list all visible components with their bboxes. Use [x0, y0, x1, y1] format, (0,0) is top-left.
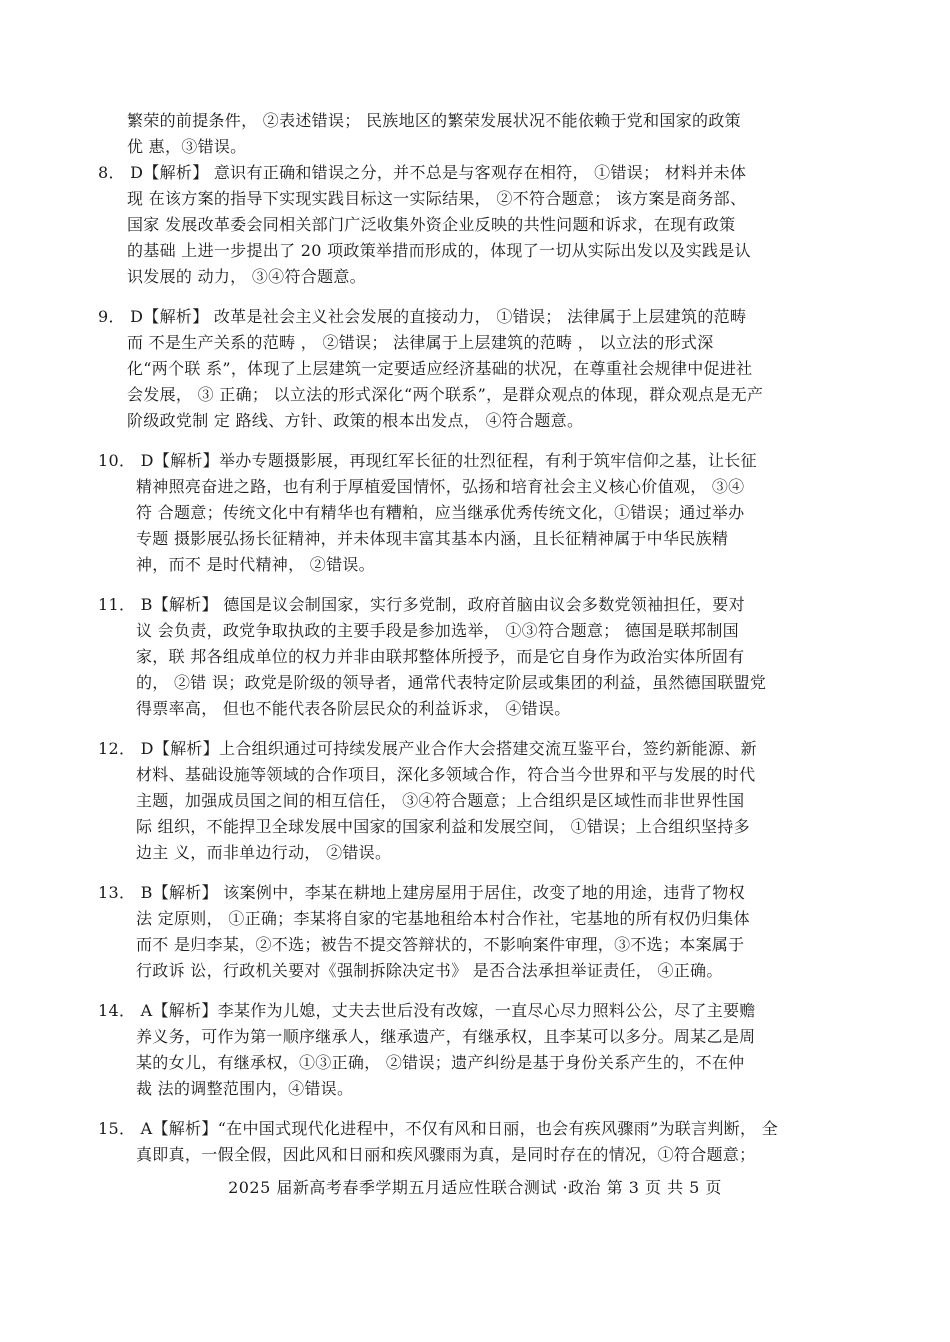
text-line: 10． D【解析】举办专题摄影展，再现红军长征的壮烈征程，有利于筑牢信仰之基，让长征 [98, 451, 757, 470]
text-line: 的基础 上进一步提出了 20 项政策举措而形成的，体现了一切从实际出发以及实践是认 [127, 241, 751, 260]
spacer [98, 290, 863, 304]
answer-item-14 [98, 998, 863, 1102]
answer-continuation [98, 108, 863, 160]
text-line: 精神照亮奋进之路，也有利于厚植爱国情怀，弘扬和培育社会主义核心价值观， ③④ [136, 477, 745, 496]
text-line: 法 定原则， ①正确；李某将自家的宅基地租给本村合作社，宅基地的所有权仍归集体 [136, 909, 750, 928]
spacer [98, 1102, 863, 1116]
text-line: 12． D【解析】上合组织通过可持续发展产业合作大会搭建交流互鉴平台，签约新能源、新 [98, 739, 757, 758]
text-line: 神，而不 是时代精神， ②错误。 [136, 555, 375, 574]
answer-item-8 [98, 160, 863, 290]
text-line: 15． A【解析】“在中国式现代化进程中，不仅有风和日丽，也会有疾风骤雨”为联言判断， 全 [98, 1119, 778, 1138]
text-line: 的， ②错 误；政党是阶级的领导者，通常代表特定阶层或集团的利益，虽然德国联盟党 [136, 673, 767, 692]
text-line: 行政诉 讼，行政机关要对《强制拆除决定书》 是否合法承担举证责任， ④正确。 [136, 961, 723, 980]
text-line: 真即真，一假全假，因此风和日丽和疾风骤雨为真，是同时存在的情况，①符合题意； [136, 1145, 756, 1164]
text-line: 专题 摄影展弘扬长征精神，并未体现丰富其基本内涵，且长征精神属于中华民族精 [136, 529, 729, 548]
text-line: 裁 法的调整范围内，④错误。 [136, 1079, 354, 1098]
spacer [98, 722, 863, 736]
text-line: 优 惠，③错误。 [127, 137, 247, 156]
answer-item-13 [98, 880, 863, 984]
text-line: 家，联 邦各组成单位的权力并非由联邦整体所授予，而是它自身作为政治实体所固有 [136, 647, 745, 666]
text-line: 养义务，可作为第一顺序继承人，继承遗产，有继承权，且李某可以多分。周某乙是周 [136, 1027, 756, 1046]
answer-item-9 [98, 304, 863, 434]
spacer [98, 984, 863, 998]
text-line: 某的女儿，有继承权，①③正确， ②错误；遗产纠纷是基于身份关系产生的，不在仲 [136, 1053, 745, 1072]
text-line: 而 不是生产关系的范畴 ， ②错误； 法律属于上层建筑的范畴 ， 以立法的形式深 [127, 333, 714, 352]
text-line: 繁荣的前提条件， ②表述错误； 民族地区的繁荣发展状况不能依赖于党和国家的政策 [127, 111, 741, 130]
text-line: 化“两个联 系”，体现了上层建筑一定要适应经济基础的状况，在尊重社会规律中促进社 [127, 359, 753, 378]
text-line: 8． D【解析】 意识有正确和错误之分，并不总是与客观存在相符， ①错误； 材料并未体 [98, 163, 747, 182]
text-line: 识发展的 动力， ③④符合题意。 [127, 267, 366, 286]
spacer [98, 866, 863, 880]
text-line: 13． B【解析】 该案例中，李某在耕地上建房屋用于居住，改变了地的用途，违背了物权 [98, 883, 745, 902]
spacer [98, 434, 863, 448]
answer-item-12 [98, 736, 863, 866]
text-line: 9． D【解析】 改革是社会主义社会发展的直接动力， ①错误； 法律属于上层建筑的范畴 [98, 307, 747, 326]
text-line: 主题，加强成员国之间的相互信任， ③④符合题意；上合组织是区域性而非世界性国 [136, 791, 745, 810]
text-line: 得票率高， 但也不能代表各阶层民众的利益诉求， ④错误。 [136, 699, 571, 718]
answer-item-10 [98, 448, 863, 578]
answer-item-15 [98, 1116, 863, 1168]
text-line: 会发展， ③ 正确； 以立法的形式深化“两个联系”，是群众观点的体现，群众观点是无产 [127, 385, 764, 404]
text-line: 阶级政党制 定 路线、方针、政策的根本出发点， ④符合题意。 [127, 411, 584, 430]
text-line: 14． A【解析】李某作为儿媳，丈夫去世后没有改嫁，一直尽心尽力照料公公，尽了主要赡 [98, 1001, 756, 1020]
spacer [98, 578, 863, 592]
text-line: 符 合题意；传统文化中有精华也有糟粕，应当继承优秀传统文化，①错误；通过举办 [136, 503, 745, 522]
answer-item-11 [98, 592, 863, 722]
text-line: 际 组织，不能捍卫全球发展中国家的国家利益和发展空间， ①错误；上合组织坚持多 [136, 817, 750, 836]
text-line: 11． B【解析】 德国是议会制国家，实行多党制，政府首脑由议会多数党领袖担任，要对 [98, 595, 745, 614]
answer-content [98, 108, 863, 1168]
text-line: 材料、基础设施等领域的合作项目，深化多领域合作，符合当今世界和平与发展的时代 [136, 765, 756, 784]
text-line: 议 会负责，政党争取执政的主要手段是参加选举， ①③符合题意； 德国是联邦制国 [136, 621, 739, 640]
text-line: 而不 是归李某，②不选；被告不提交答辩状的，不影响案件审理，③不选；本案属于 [136, 935, 745, 954]
text-line: 现 在该方案的指导下实现实践目标这一实际结果， ②不符合题意； 该方案是商务部、 [127, 189, 747, 208]
text-line: 边主 义，而非单边行动， ②错误。 [136, 843, 392, 862]
text-line: 国家 发展改革委会同相关部门广泛收集外资企业反映的共性问题和诉求，在现有政策 [127, 215, 736, 234]
page-footer: 2025 届新高考春季学期五月适应性联合测试 ·政治 第 3 页 共 5 页 [228, 1178, 722, 1197]
